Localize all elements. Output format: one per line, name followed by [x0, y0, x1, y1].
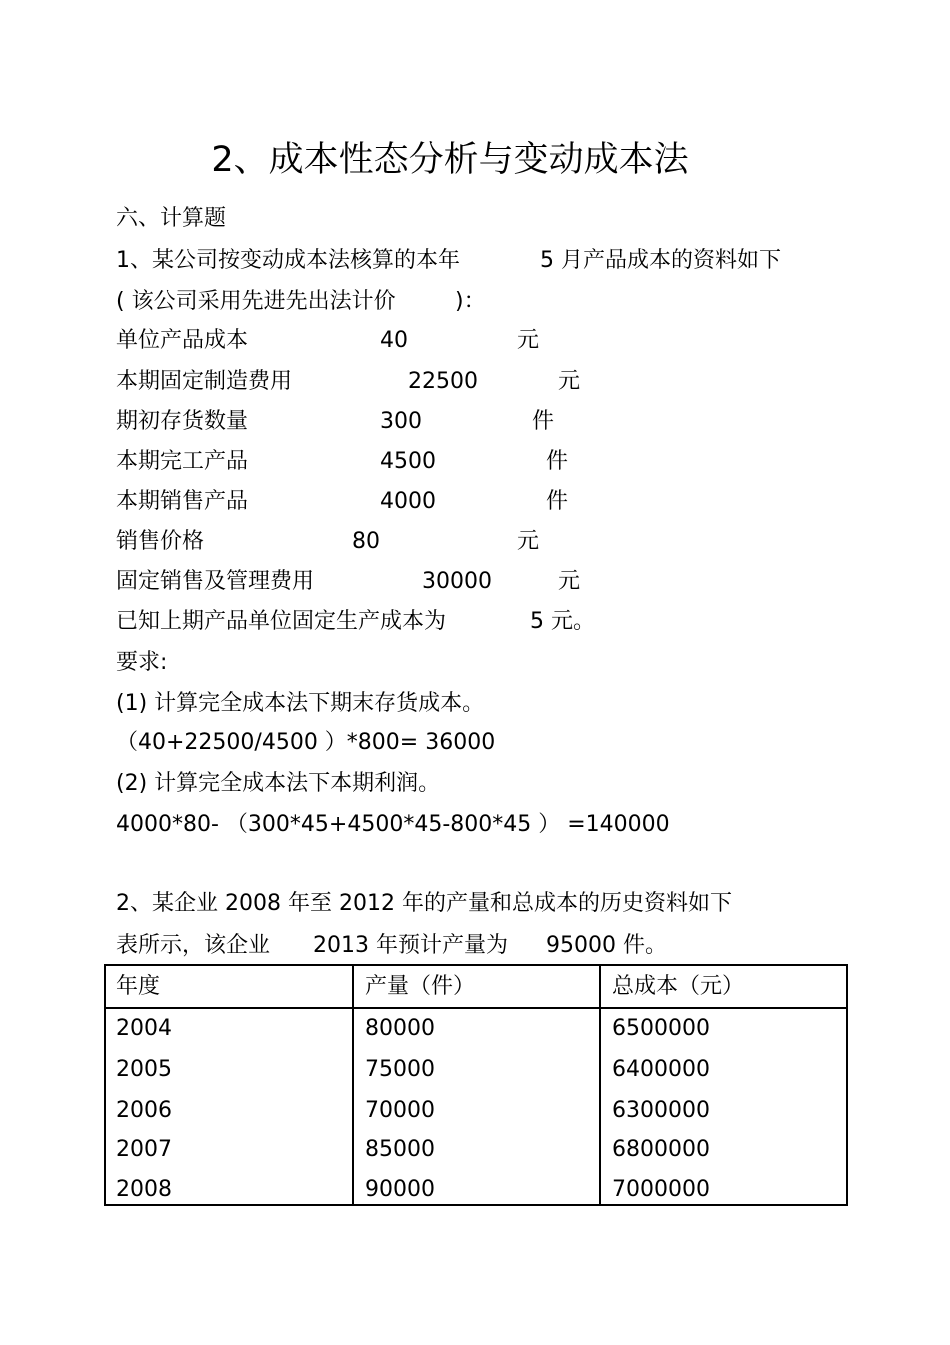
table-cell: 6500000 — [612, 1016, 710, 1041]
table-cell: 70000 — [365, 1098, 435, 1123]
q2-intro-line2-c: 95000 件。 — [546, 933, 667, 958]
table-cell: 90000 — [365, 1177, 435, 1202]
answer-1: （40+22500/4500 ）*800= 36000 — [116, 730, 496, 755]
page-title: 2、成本性态分析与变动成本法 — [211, 140, 689, 180]
table-divider — [106, 1007, 846, 1009]
table-header-cost: 总成本（元） — [612, 974, 745, 999]
item-value: 4500 — [380, 449, 436, 474]
answer-2: 4000*80- （300*45+4500*45-800*45 ） =140000 — [116, 812, 670, 837]
table-header-year: 年度 — [116, 974, 161, 999]
q2-intro-line2-a: 表所示，该企业 — [116, 933, 271, 958]
item-label: 本期固定制造费用 — [116, 369, 293, 394]
item-unit: 元 — [558, 569, 581, 594]
history-table — [104, 964, 848, 1206]
table-cell: 2004 — [116, 1016, 172, 1041]
known-value: 5 元。 — [530, 609, 595, 634]
table-cell: 75000 — [365, 1057, 435, 1082]
item-label: 期初存货数量 — [116, 409, 249, 434]
item-value: 30000 — [422, 569, 492, 594]
item-label: 本期销售产品 — [116, 489, 249, 514]
table-cell: 2005 — [116, 1057, 172, 1082]
table-cell: 2006 — [116, 1098, 172, 1123]
table-cell: 6400000 — [612, 1057, 710, 1082]
requirement-1: (1) 计算完全成本法下期末存货成本。 — [116, 691, 485, 716]
item-unit: 件 — [546, 489, 569, 514]
item-unit: 元 — [558, 369, 581, 394]
q2-intro-line2-b: 2013 年预计产量为 — [313, 933, 508, 958]
table-divider — [352, 966, 354, 1204]
item-label: 本期完工产品 — [116, 449, 249, 474]
table-cell: 80000 — [365, 1016, 435, 1041]
item-value: 40 — [380, 328, 408, 353]
known-text: 已知上期产品单位固定生产成本为 — [116, 609, 447, 634]
item-unit: 元 — [517, 529, 540, 554]
table-cell: 6300000 — [612, 1098, 710, 1123]
item-unit: 元 — [517, 328, 540, 353]
item-value: 4000 — [380, 489, 436, 514]
item-label: 单位产品成本 — [116, 328, 249, 353]
table-cell: 85000 — [365, 1137, 435, 1162]
item-value: 22500 — [408, 369, 478, 394]
q1-intro-line2-a: ( 该公司采用先进先出法计价 — [116, 289, 396, 314]
q1-intro-part1: 1、某公司按变动成本法核算的本年 — [116, 248, 460, 273]
item-unit: 件 — [532, 409, 555, 434]
item-label: 固定销售及管理费用 — [116, 569, 315, 594]
q1-intro-part2: 5 月产品成本的资料如下 — [540, 248, 781, 273]
table-cell: 7000000 — [612, 1177, 710, 1202]
requirement-2: (2) 计算完全成本法下本期利润。 — [116, 771, 441, 796]
table-cell: 2008 — [116, 1177, 172, 1202]
q2-intro-line1: 2、某企业 2008 年至 2012 年的产量和总成本的历史资料如下 — [116, 891, 732, 916]
table-cell: 6800000 — [612, 1137, 710, 1162]
item-label: 销售价格 — [116, 529, 205, 554]
table-divider — [599, 966, 601, 1204]
item-value: 80 — [352, 529, 380, 554]
q1-intro-line2-b: )： — [455, 289, 486, 314]
item-value: 300 — [380, 409, 422, 434]
table-header-output: 产量（件） — [365, 974, 476, 999]
requirement-label: 要求: — [116, 650, 168, 675]
section-heading: 六、计算题 — [116, 206, 227, 231]
table-cell: 2007 — [116, 1137, 172, 1162]
item-unit: 件 — [546, 449, 569, 474]
